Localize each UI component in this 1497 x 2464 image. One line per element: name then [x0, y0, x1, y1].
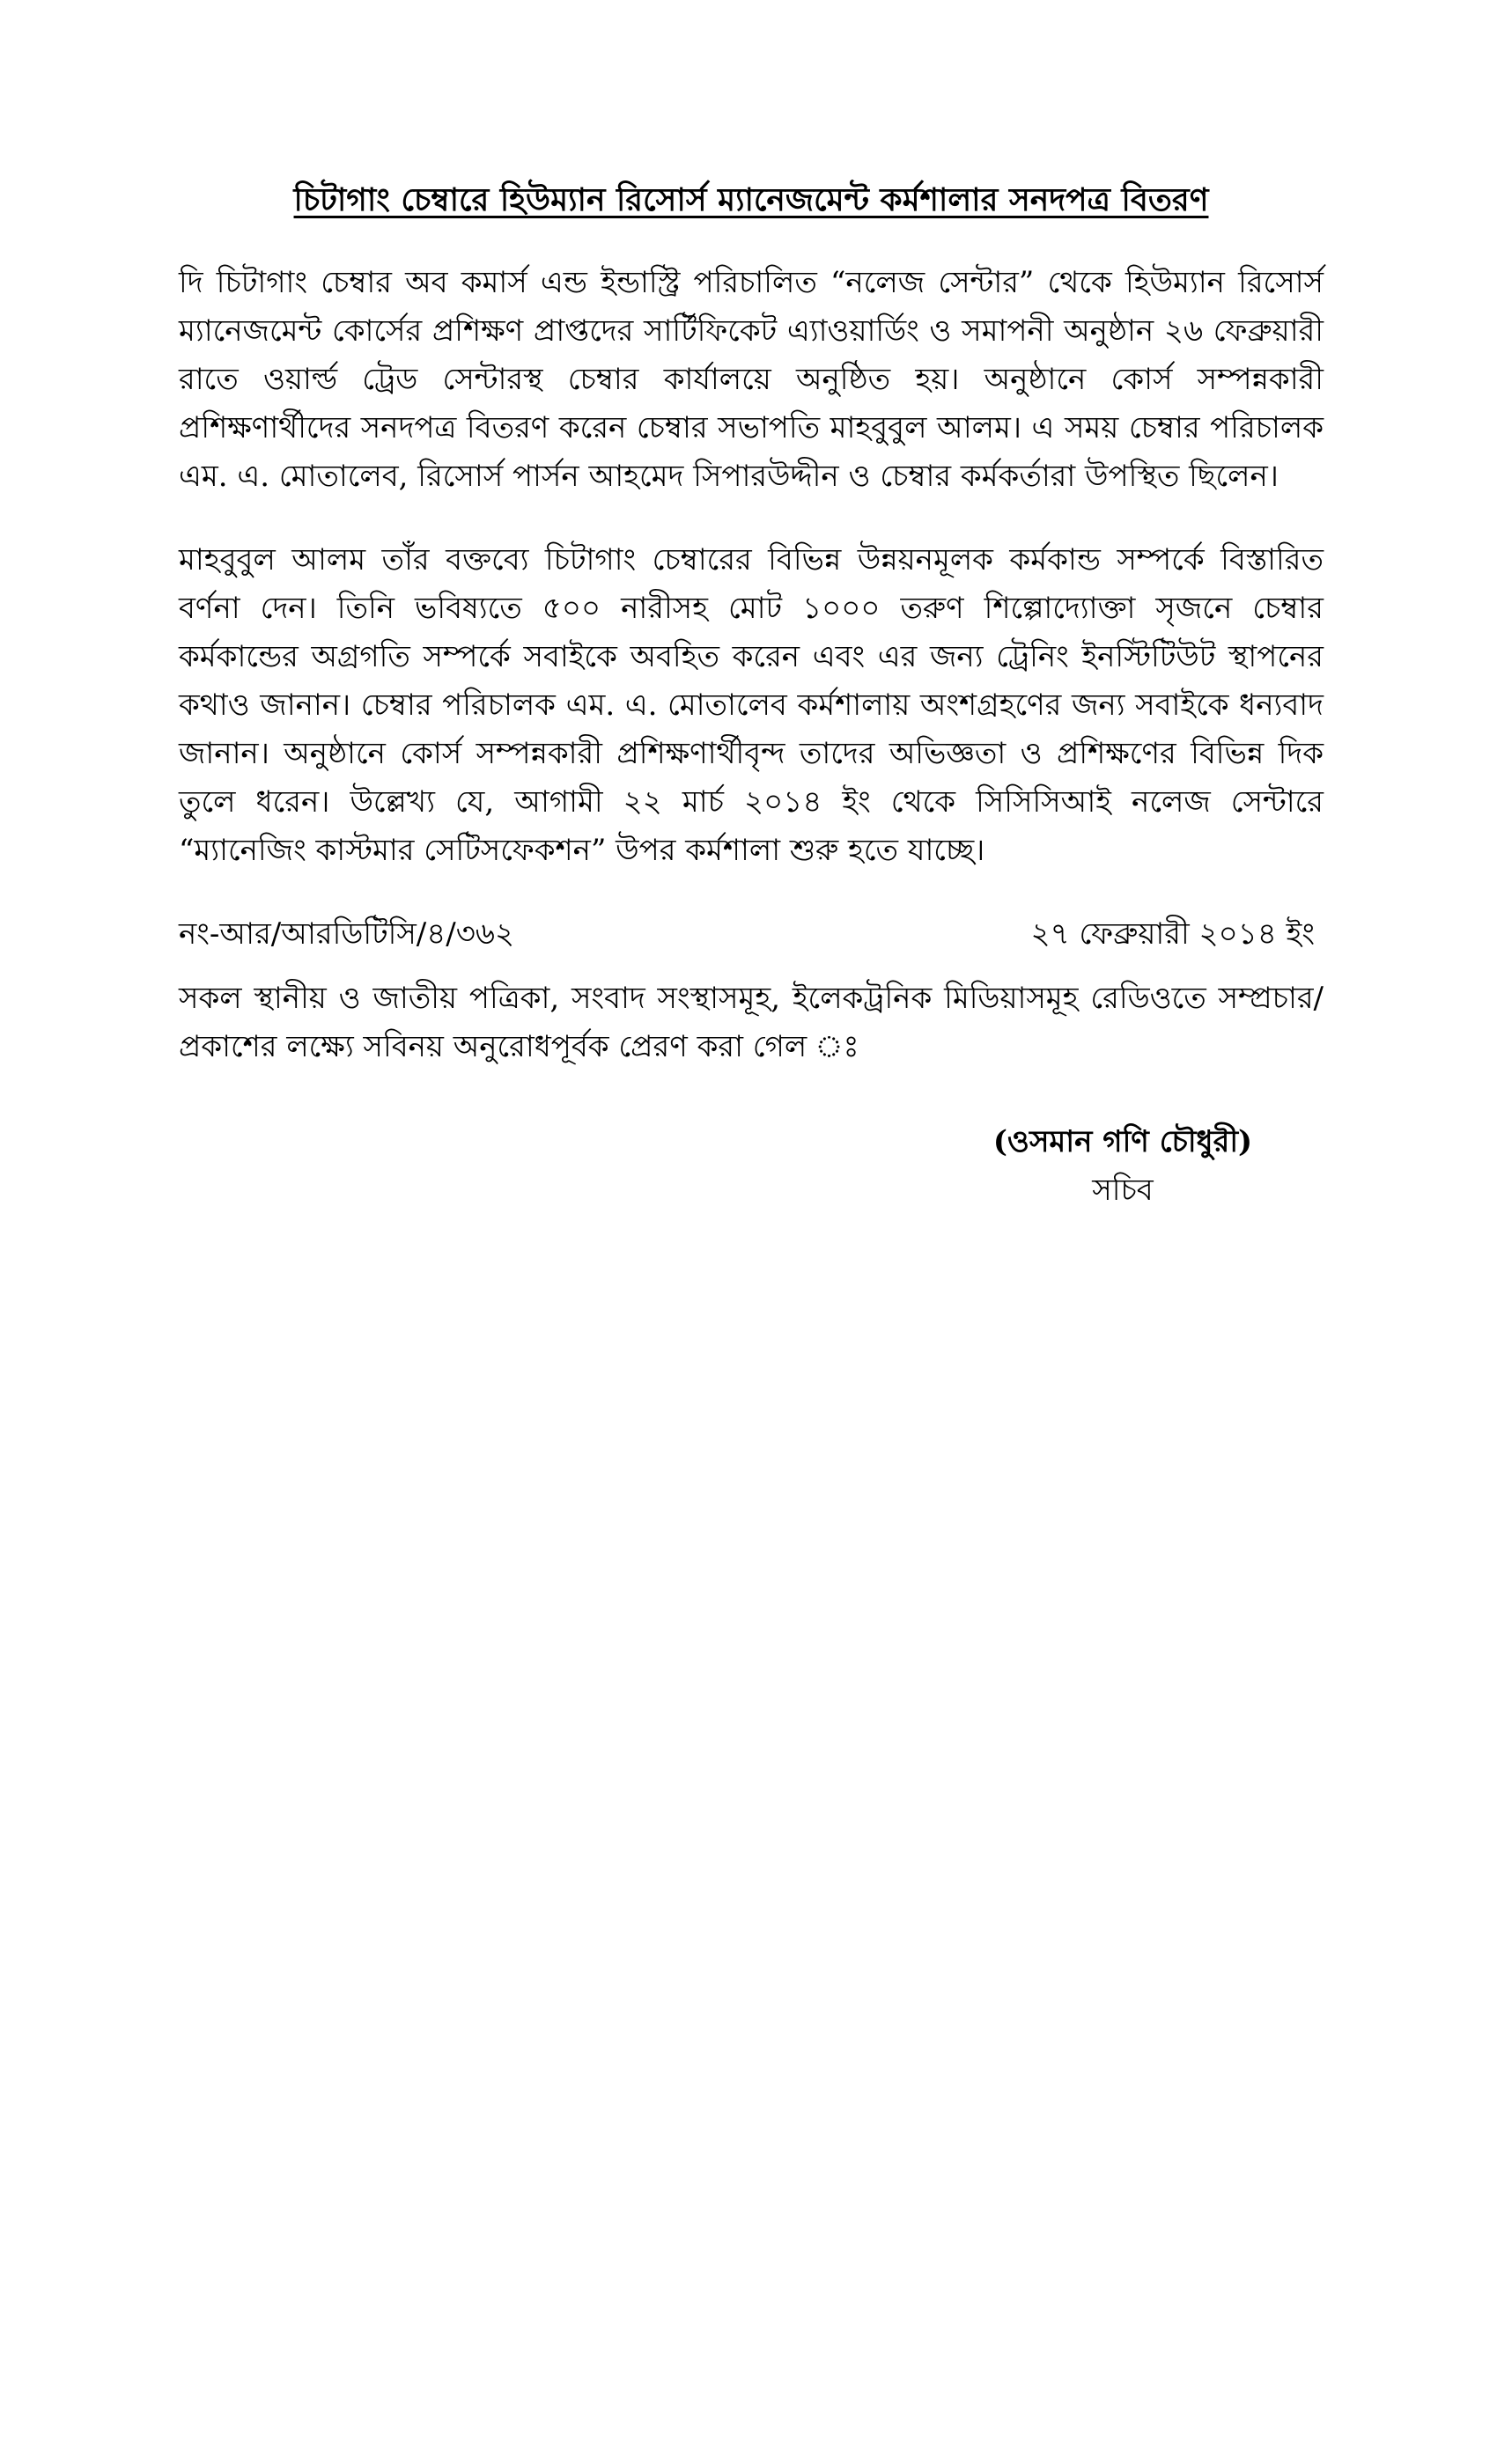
- reference-number: নং-আর/আরডিটিসি/৪/৩৬২: [179, 916, 515, 952]
- signature-block: [982, 1118, 1264, 1215]
- signatory-designation: সচিব: [1092, 1173, 1154, 1208]
- document-title: চিটাগাং চেম্বারে হিউম্যান রিসোর্স ম্যানেজমেন্ট কর্মশালার সনদপত্র বিতরণ: [293, 181, 1209, 218]
- distribution-note: সকল স্থানীয় ও জাতীয় পত্রিকা, সংবাদ সংস্থাসমূহ, ইলেকট্রনিক মিডিয়াসমূহ রেডিওতে সম্প্রচার/প্রকাশের লক্ষ্যে সবিনয় অনুরোধপূর্বক প্রেরণ করা গেল ঃ: [179, 981, 1324, 1064]
- reference-date: ২৭ ফেব্রুয়ারী ২০১৪ ইং: [1030, 916, 1315, 952]
- paragraph-2: মাহবুবুল আলম তাঁর বক্তব্যে চিটাগাং চেম্বারের বিভিন্ন উন্নয়নমূলক কর্মকান্ড সম্পর্কে বিস্তারিত বর্ণনা দেন। তিনি ভবিষ্যতে ৫০০ নারীসহ মোট ১০০০ তরুণ শিল্পোদ্যোক্তা সৃজনে চেম্বার কর্মকান্ডের অগ্রগতি সম্পর্কে সবাইকে অবহিত করেন এবং এর জন্য ট্রেনিং ইনস্টিটিউট স্থাপনের কথাও জানান। চেম্বার পরিচালক এম. এ. মোতালেব কর্মশালায় অংশগ্রহণের জন্য সবাইকে ধন্যবাদ জানান। অনুষ্ঠানে কোর্স সম্পন্নকারী প্রশিক্ষণার্থীবৃন্দ তাদের অভিজ্ঞতা ও প্রশিক্ষণের বিভিন্ন দিক তুলে ধরেন। উল্লেখ্য যে, আগামী ২২ মার্চ ২০১৪ ইং থেকে সিসিসিআই নলেজ সেন্টারে “ম্যানেজিং কাস্টমার সেটিসফেকশন” উপর কর্মশালা শুরু হতে যাচ্ছে।: [179, 542, 1324, 868]
- reference-row: [179, 910, 1324, 959]
- paragraph-1: দি চিটাগাং চেম্বার অব কমার্স এন্ড ইন্ডাস্ট্রি পরিচালিত “নলেজ সেন্টার” থেকে হিউম্যান রিসোর্স ম্যানেজমেন্ট কোর্সের প্রশিক্ষণ প্রাপ্তদের সার্টিফিকেট এ্যাওয়ার্ডিং ও সমাপনী অনুষ্ঠান ২৬ ফেব্রুয়ারী রাতে ওয়ার্ল্ড ট্রেড সেন্টারস্থ চেম্বার কার্যালয়ে অনুষ্ঠিত হয়। অনুষ্ঠানে কোর্স সম্পন্নকারী প্রশিক্ষণার্থীদের সনদপত্র বিতরণ করেন চেম্বার সভাপতি মাহবুবুল আলম। এ সময় চেম্বার পরিচালক এম. এ. মোতালেব, রিসোর্স পার্সন আহমেদ সিপারউদ্দীন ও চেম্বার কর্মকর্তারা উপস্থিত ছিলেন।: [179, 265, 1324, 494]
- signatory-name: (ওসমান গণি চৌধুরী): [992, 1124, 1253, 1159]
- document-body: [179, 176, 1324, 1107]
